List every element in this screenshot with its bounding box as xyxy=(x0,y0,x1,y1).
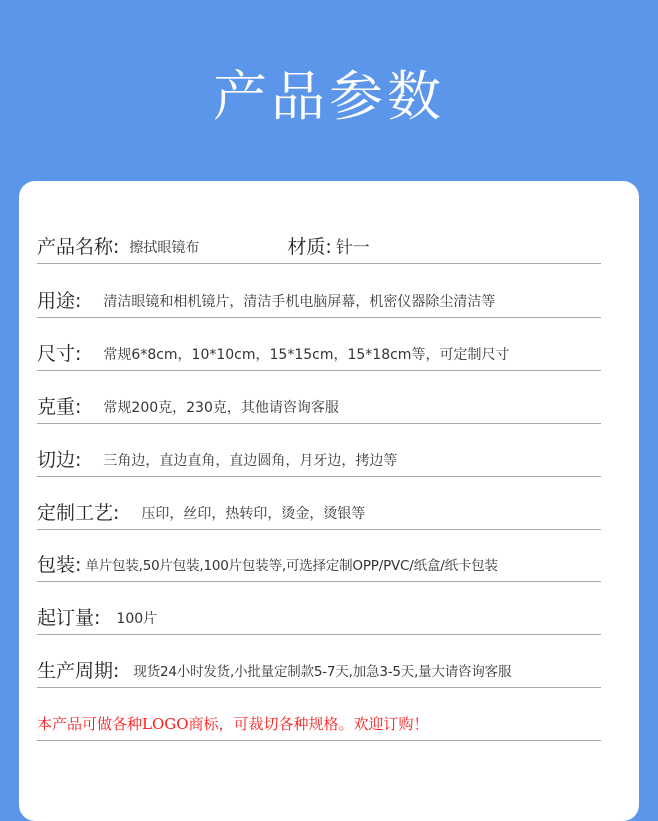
spec-label: 生产周期: xyxy=(37,660,120,682)
spec-value: 清洁眼镜和相机镜片，清洁手机电脑屏幕，机密仪器除尘清洁等 xyxy=(103,294,496,310)
spec-row-weight xyxy=(37,388,601,424)
spec-row-size xyxy=(37,335,601,371)
spec-row-process xyxy=(37,494,601,530)
spec-label: 克重: xyxy=(37,396,82,418)
spec-label: 起订量: xyxy=(37,607,101,629)
spec-value: 擦拭眼镜布 xyxy=(129,240,200,256)
spec-row-packaging xyxy=(37,546,601,582)
spec-label: 包装: xyxy=(37,554,82,576)
spec-label: 尺寸: xyxy=(37,343,82,365)
spec-label-material: 材质: xyxy=(287,236,332,258)
spec-value: 100片 xyxy=(116,611,158,627)
spec-value: 现货24小时发货,小批量定制款5-7天,加急3-5天,量大请咨询客服 xyxy=(133,664,512,680)
notice-text: 本产品可做各种LOGO商标，可裁切各种规格。欢迎订购！ xyxy=(37,715,429,733)
spec-value: 单片包装,50片包装,100片包装等,可选择定制OPP/PVC/纸盒/纸卡包装 xyxy=(85,558,498,574)
notice-row xyxy=(37,705,601,741)
spec-row-usage xyxy=(37,282,601,318)
spec-row-lead-time xyxy=(37,652,601,688)
page-title: 产品参数 xyxy=(213,65,445,128)
spec-value: 三角边，直边直角，直边圆角，月牙边，拷边等 xyxy=(103,453,398,469)
spec-row-edge xyxy=(37,441,601,477)
spec-row-name-material xyxy=(37,228,601,264)
spec-value: 常规6*8cm，10*10cm，15*15cm，15*18cm等，可定制尺寸 xyxy=(103,347,510,363)
spec-label: 用途: xyxy=(37,290,82,312)
spec-row-moq xyxy=(37,599,601,635)
spec-value: 常规200克，230克，其他请咨询客服 xyxy=(103,400,339,416)
spec-label: 定制工艺: xyxy=(37,502,120,524)
spec-label: 切边: xyxy=(37,449,82,471)
spec-value-material: 针一 xyxy=(335,238,370,258)
spec-label: 产品名称: xyxy=(37,236,120,258)
spec-value: 压印，丝印，热转印，烫金，烫银等 xyxy=(141,506,366,522)
